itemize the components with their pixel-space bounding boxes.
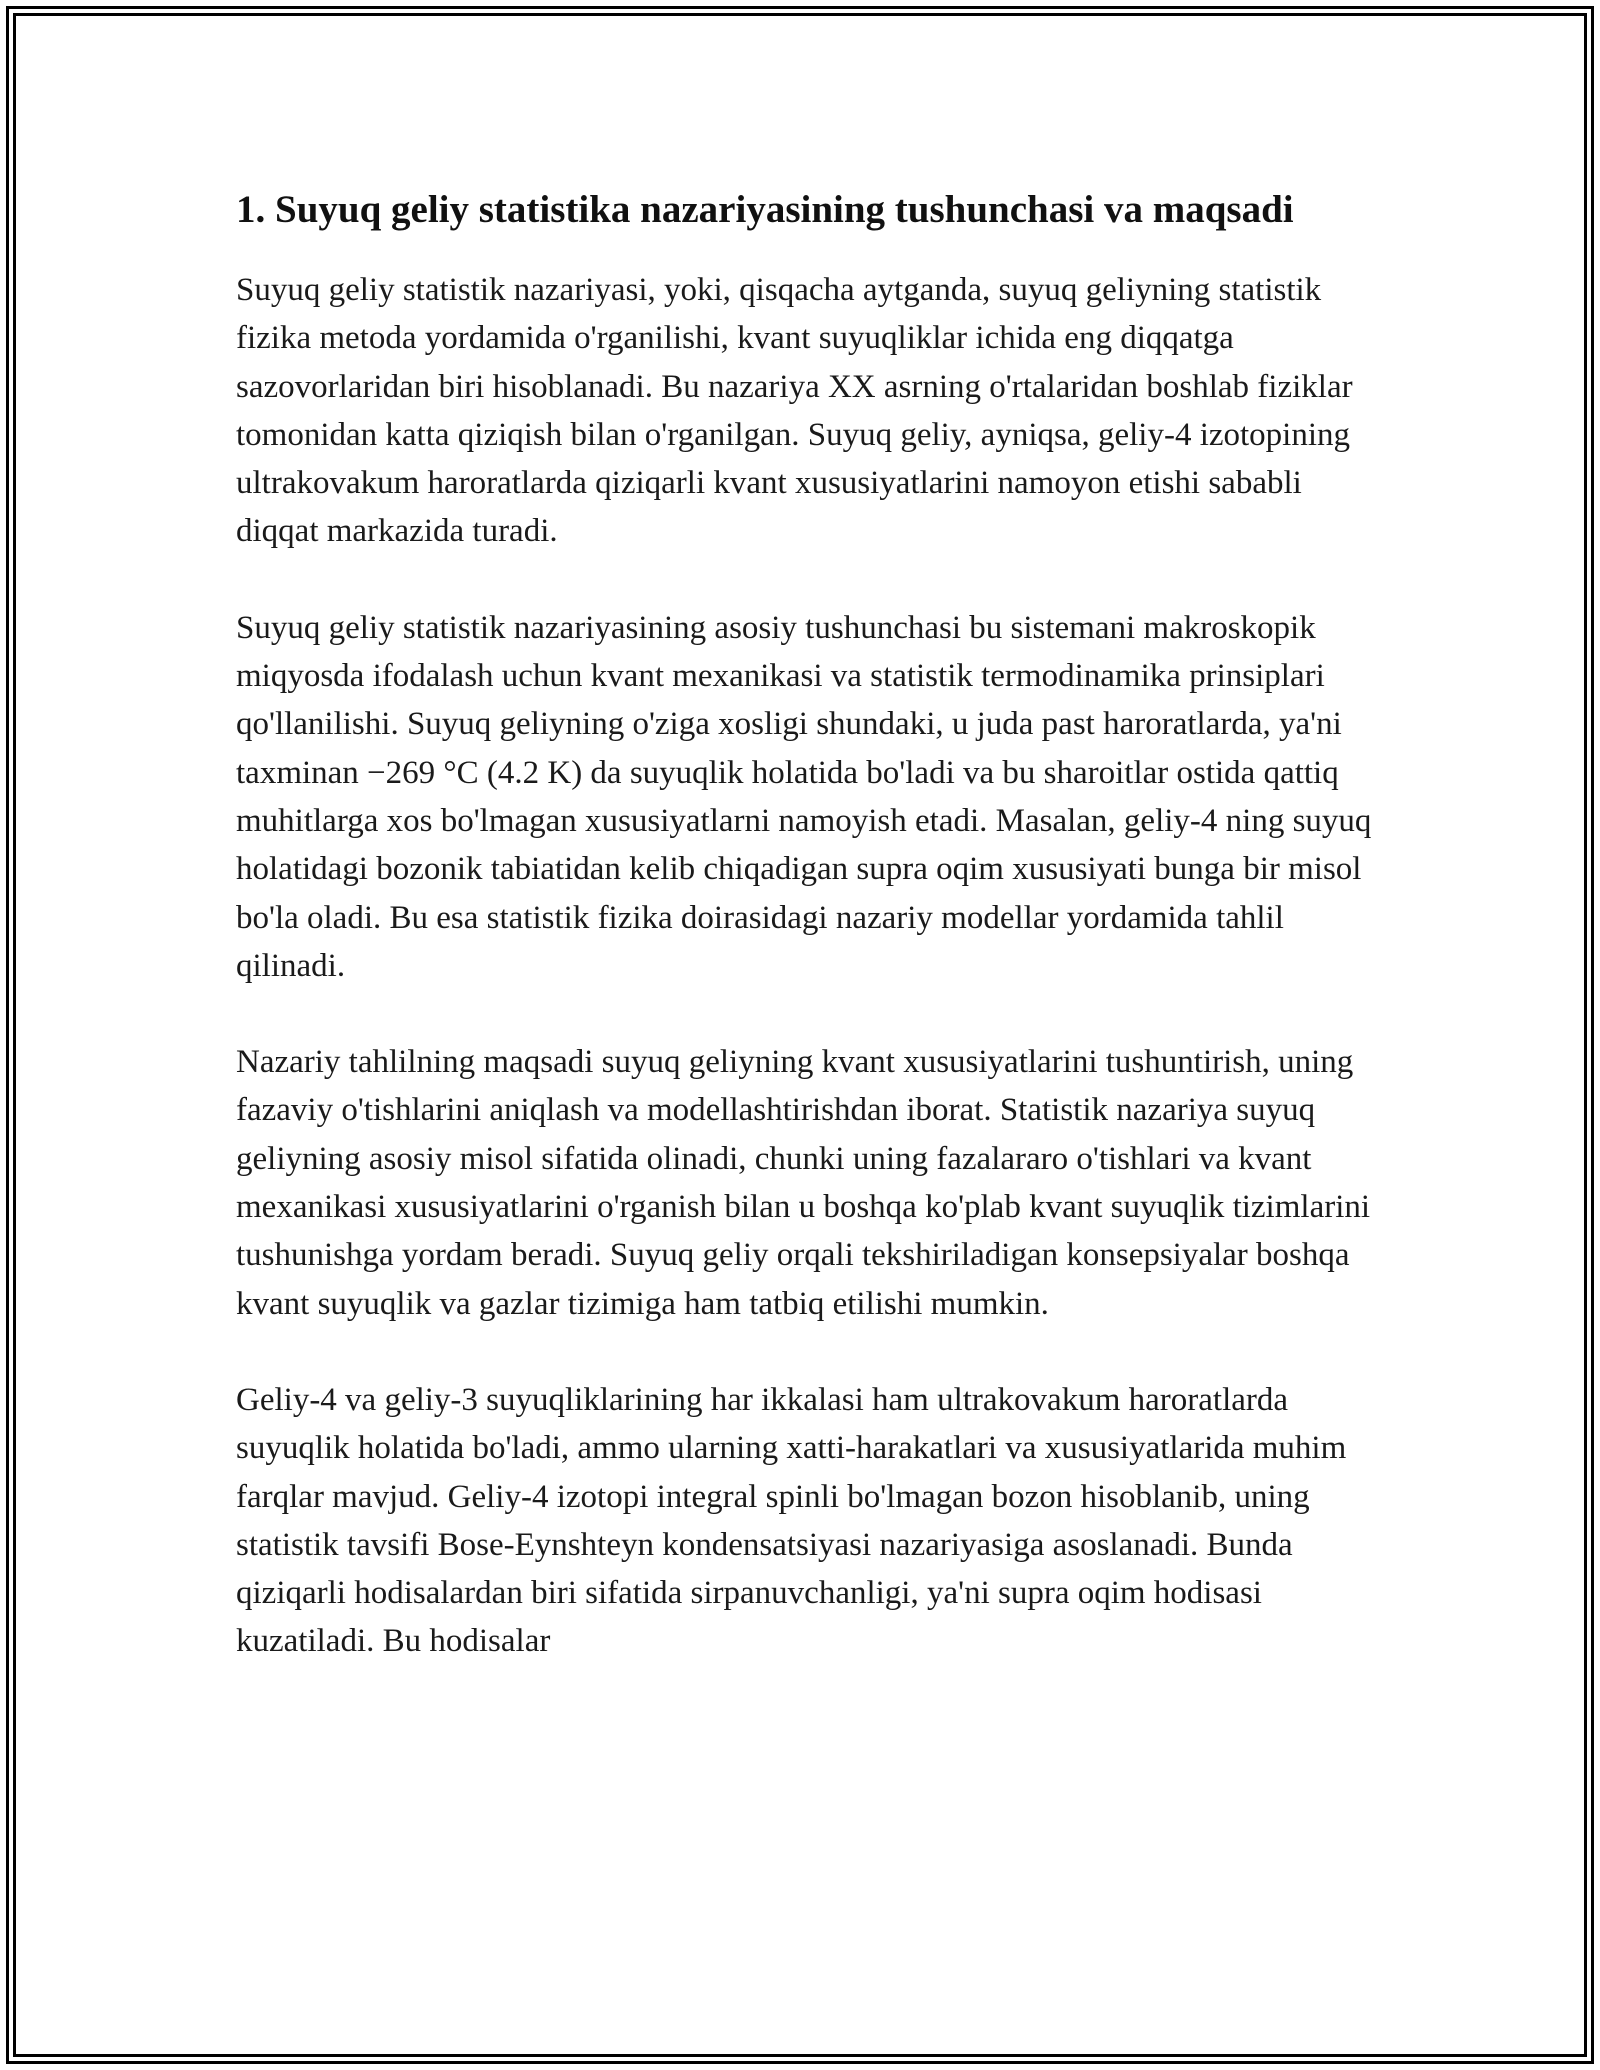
section-heading: 1. Suyuq geliy statistika nazariyasining tushunchasi va maqsadi bbox=[236, 188, 1294, 231]
paragraph-1: Suyuq geliy statistik nazariyasi, yoki, qisqacha aytganda, suyuq geliyning statistik fizika metoda yordamida o'rganilishi, kvant suyuqliklar ichida eng diqqatga sazovorlaridan biri hisoblanadi. Bu nazariya XX asrning o'rtalaridan boshlab fiziklar tomonidan katta qiziqish bilan o'rganilgan. Suyuq geliy, ayniqsa, geliy-4 izotopining ultrakovakum haroratlarda qiziqarli kvant xususiyatlarini namoyon etishi sababli diqqat markazida turadi. bbox=[236, 272, 1353, 550]
paragraph-2: Suyuq geliy statistik nazariyasining asosiy tushunchasi bu sistemani makroskopik miqyosda ifodalash uchun kvant mexanikasi va statistik termodinamika prinsiplari qo'llanilishi. Suyuq geliyning o'ziga xosligi shundaki, u juda past haroratlarda, ya'ni taxminan −269 °C (4.2 K) da suyuqlik holatida bo'ladi va bu sharoitlar ostida qattiq muhitlarga xos bo'lmagan xususiyatlarni namoyish etadi. Masalan, geliy-4 ning suyuq holatidagi bozonik tabiatidan kelib chiqadigan supra oqim xususiyati bunga bir misol bo'la oladi. Bu esa statistik fizika doirasidagi nazariy modellar yordamida tahlil qilinadi. bbox=[236, 609, 1372, 984]
document-body bbox=[236, 182, 1376, 1714]
paragraph-4: Geliy-4 va geliy-3 suyuqliklarining har ikkalasi ham ultrakovakum haroratlarda suyuqlik holatida bo'ladi, ammo ularning xatti-harakatlari va xususiyatlarida muhim farqlar mavjud. Geliy-4 izotopi integral spinli bo'lmagan bozon hisoblanib, uning statistik tavsifi Bose-Eynshteyn kondensatsiyasi nazariyasiga asoslanadi. Bunda qiziqarli hodisalardan biri sifatida sirpanuvchanligi, ya'ni supra oqim hodisasi kuzatiladi. Bu hodisalar bbox=[236, 1381, 1347, 1660]
paragraph-3: Nazariy tahlilning maqsadi suyuq geliyning kvant xususiyatlarini tushuntirish, uning fazaviy o'tishlarini aniqlash va modellashtirishdan iborat. Statistik nazariya suyuq geliyning asosiy misol sifatida olinadi, chunki uning fazalararo o'tishlari va kvant mexanikasi xususiyatlarini o'rganish bilan u boshqa ko'plab kvant suyuqlik tizimlarini tushunishga yordam beradi. Suyuq geliy orqali tekshiriladigan konsepsiyalar boshqa kvant suyuqlik va gazlar tizimiga ham tatbiq etilishi mumkin. bbox=[236, 1044, 1371, 1322]
